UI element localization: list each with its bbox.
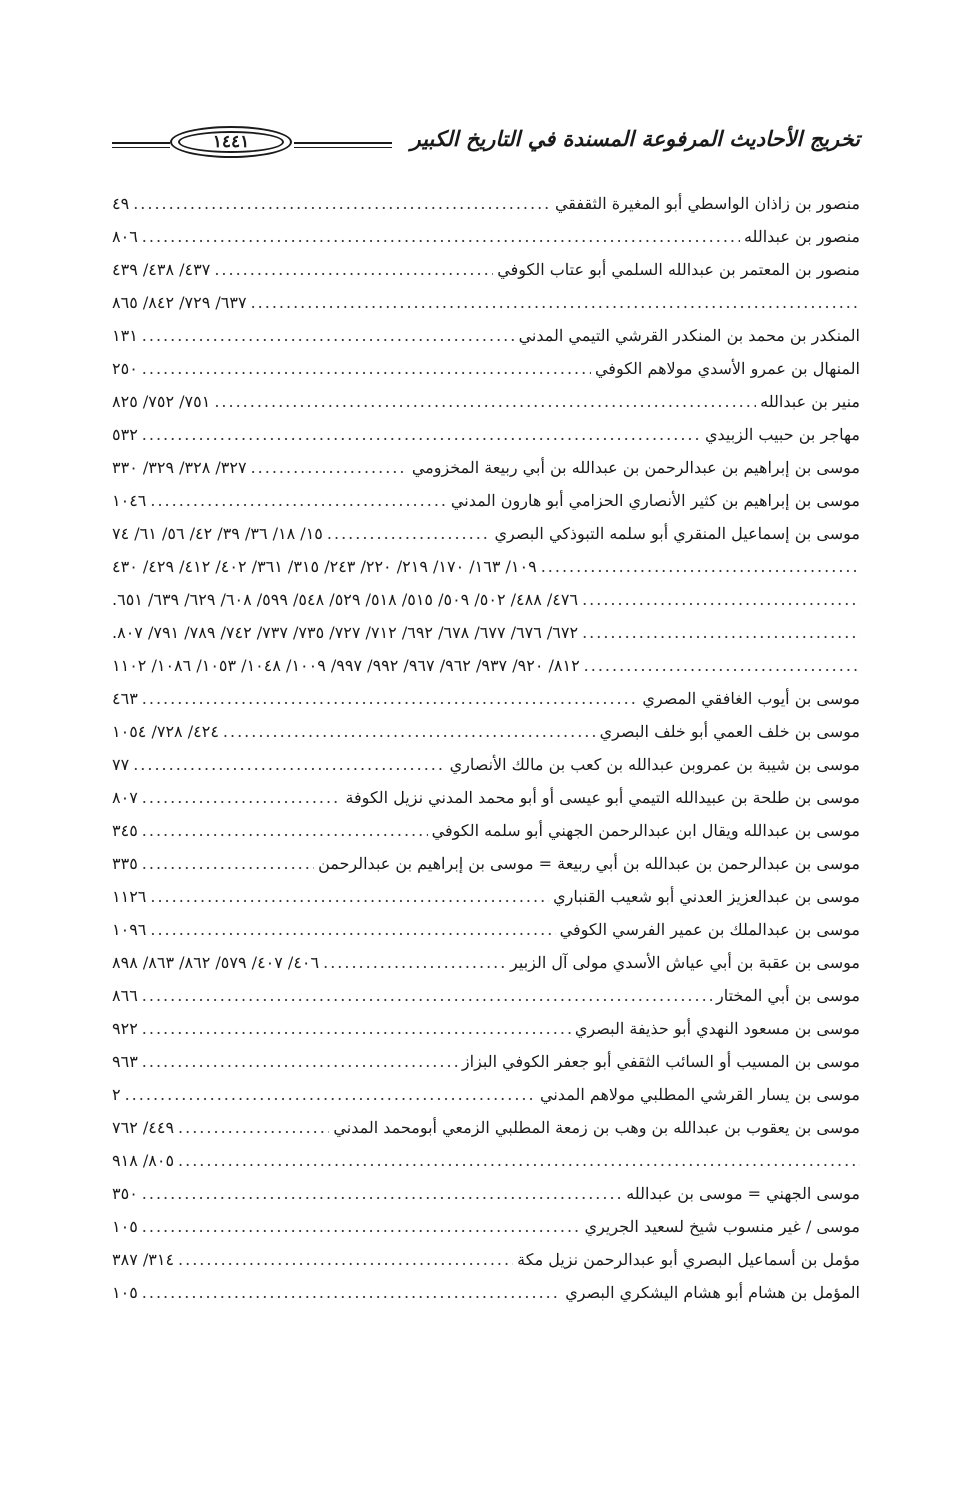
entry-refs: ٤٣٧/ ٤٣٨/ ٤٣٩ <box>112 260 211 279</box>
dot-leader <box>142 682 639 715</box>
entry-refs: ٢٥٠ <box>112 359 138 378</box>
entry-refs: ١٠٥ <box>112 1283 138 1302</box>
entry-refs: ٧٧ <box>112 755 130 774</box>
entry-name: موسى بن إبراهيم بن عبدالرحمن بن عبدالله بن أبي ربيعة المخزومي <box>411 458 860 477</box>
index-entry <box>112 1078 860 1111</box>
entry-name: المنكدر بن محمد بن المنكدر القرشي التيمي المدني <box>518 326 860 345</box>
dot-leader <box>150 880 549 913</box>
entry-name: منصور بن المعتمر بن عبدالله السلمي أبو عتاب الكوفي <box>497 260 860 279</box>
dot-leader <box>150 913 555 946</box>
dot-leader <box>214 385 756 418</box>
entry-refs: ٨٠٧ <box>112 788 138 807</box>
entry-refs: ١٠٥ <box>112 1217 138 1236</box>
dot-leader <box>214 253 493 286</box>
dot-leader <box>142 352 591 385</box>
dot-leader <box>142 319 515 352</box>
entry-name: موسى بن إسماعيل المنقري أبو سلمه التبوذكي البصري <box>494 524 860 543</box>
index-entry <box>112 451 860 484</box>
dot-leader <box>125 1078 536 1111</box>
index-entry <box>112 1111 860 1144</box>
entry-name: موسى بن عبدالملك بن عمير الفرسي الكوفي <box>559 920 860 939</box>
entry-refs: ٢ <box>112 1085 121 1104</box>
entry-refs: ٦٧٢/ ٦٧٦/ ٦٧٧/ ٦٧٨/ ٦٩٢/ ٧١٢/ ٧٢٧/ ٧٣٥/ ٧٣٧/ ٧٤٢/ ٧٨٩/ ٧٩١/ ٨٠٧. <box>112 623 579 642</box>
index-entry <box>112 1045 860 1078</box>
entry-name: موسى بن عبدالله ويقال ابن عبدالرحمن الجهني أبو سلمه الكوفي <box>431 821 860 840</box>
entry-refs: ٤٤٩/ ٧٦٢ <box>112 1118 175 1137</box>
index-entry <box>112 517 860 550</box>
index-entry <box>112 1012 860 1045</box>
entry-name: منير بن عبدالله <box>760 392 860 411</box>
index-entry <box>112 979 860 1012</box>
entry-name: موسى بن المسيب أو السائب الثقفي أبو جعفر الكوفي البزاز <box>461 1052 860 1071</box>
entry-name: موسى بن مسعود النهدي أبو حذيفة البصري <box>574 1019 860 1038</box>
index-entry <box>112 814 860 847</box>
entry-refs: ٣٣٥ <box>112 854 138 873</box>
entry-name: موسى بن شيبة بن عمروبن عبدالله بن كعب بن مالك الأنصاري <box>449 755 860 774</box>
entry-refs: ٤٦٣ <box>112 689 138 708</box>
entry-name: منصور بن زاذان الواسطي أبو المغيرة الثقفقي <box>554 194 860 213</box>
header-rule-left <box>112 142 170 144</box>
entry-refs: ١٥/ ١٨/ ٣٦/ ٣٩/ ٤٢/ ٥٦/ ٦١/ ٧٤ <box>112 524 323 543</box>
entry-name: المؤمل بن هشام أبو هشام اليشكري البصري <box>565 1283 860 1302</box>
entry-refs: ٤٠٦/ ٤٠٧/ ٥٧٩/ ٨٦٢/ ٨٦٣/ ٨٩٨ <box>112 953 320 972</box>
dot-leader <box>251 286 860 319</box>
entry-refs: ٨٦٦ <box>112 986 138 1005</box>
header-rule-right-thin <box>294 147 392 148</box>
entry-refs: ١٠٤٦ <box>112 491 147 510</box>
entry-name: موسى الجهني = موسى بن عبدالله <box>626 1184 860 1203</box>
index-entry <box>112 319 860 352</box>
entry-refs: ٤٧٦/ ٤٨٨/ ٥٠٢/ ٥٠٩/ ٥١٥/ ٥١٨/ ٥٢٩/ ٥٤٨/ ٥٩٩/ ٦٠٨/ ٦٢٩/ ٦٣٩/ ٦٥١. <box>112 590 579 609</box>
dot-leader <box>327 517 491 550</box>
dot-leader <box>142 1045 458 1078</box>
dot-leader <box>142 847 314 880</box>
index-entry <box>112 352 860 385</box>
entry-name: منصور بن عبدالله <box>743 227 860 246</box>
entry-refs: ٥٣٢ <box>112 425 138 444</box>
entry-refs: ٤٢٤/ ٧٢٨/ ١٠٥٤ <box>112 722 219 741</box>
entry-refs: ٩٢٢ <box>112 1019 138 1038</box>
dot-leader <box>142 220 740 253</box>
dot-leader <box>133 187 551 220</box>
index-entry-continuation <box>112 583 860 616</box>
entry-refs: ٦٣٧/ ٧٢٩/ ٨٤٢/ ٨٦٥ <box>112 293 247 312</box>
entry-name: موسى بن عقبة بن أبي عياش الأسدي مولى آل الزبير <box>510 953 860 972</box>
index-entry-continuation <box>112 1144 860 1177</box>
entry-refs: ١٠٩٦ <box>112 920 147 939</box>
dot-leader <box>142 781 342 814</box>
entry-name: موسى بن أبي المختار <box>715 986 860 1005</box>
header-rule-right <box>294 142 392 144</box>
entry-name: مهاجر بن حبيب الزبيدي <box>704 425 860 444</box>
dot-leader <box>142 1012 571 1045</box>
entry-name: موسى بن عبدالرحمن بن عبدالله بن أبي ربيعة = موسى بن إبراهيم بن عبدالرحمن <box>318 854 860 873</box>
dot-leader <box>223 715 596 748</box>
index-entry <box>112 880 860 913</box>
entry-name: موسى بن خلف العمي أبو خلف البصري <box>599 722 860 741</box>
index-entry <box>112 748 860 781</box>
entry-refs: ١١٢٦ <box>112 887 147 906</box>
running-title: تخريج الأحاديث المرفوعة المسندة في التاريخ الكبير <box>410 126 860 151</box>
page-header <box>112 124 860 168</box>
index-entry <box>112 220 860 253</box>
entry-name: المنهال بن عمرو الأسدي مولاهم الكوفي <box>594 359 860 378</box>
dot-leader <box>251 451 408 484</box>
index-entry <box>112 1276 860 1309</box>
index-entry <box>112 913 860 946</box>
dot-leader <box>142 979 712 1012</box>
entry-refs: ٣١٤/ ٣٨٧ <box>112 1250 175 1269</box>
header-rule-left-thin <box>112 147 170 148</box>
index-entry <box>112 418 860 451</box>
entry-name: موسى بن طلحة بن عبيدالله التيمي أبو عيسى أو أبو محمد المدني نزيل الكوفة <box>345 788 860 807</box>
dot-leader <box>178 1243 513 1276</box>
entry-name: موسى / غير منسوب شيخ لسعيد الجريري <box>584 1217 860 1236</box>
dot-leader <box>133 748 445 781</box>
entry-refs: ٧٥١/ ٧٥٢/ ٨٢٥ <box>112 392 211 411</box>
dot-leader <box>142 1177 622 1210</box>
entry-name: موسى بن عبدالعزيز العدني أبو شعيب القنباري <box>553 887 860 906</box>
entry-name: موسى بن إبراهيم بن كثير الأنصاري الحزامي أبو هارون المدني <box>450 491 860 510</box>
dot-leader <box>142 1276 561 1309</box>
page-number: ١٤٤١ <box>178 131 284 153</box>
dot-leader <box>323 946 506 979</box>
dot-leader <box>142 418 701 451</box>
entry-refs: ١٣١ <box>112 326 138 345</box>
entry-name: موسى بن أيوب الغافقي المصري <box>642 689 860 708</box>
dot-leader <box>178 1144 860 1177</box>
index-entry-continuation <box>112 616 860 649</box>
index-entry <box>112 781 860 814</box>
index-entry <box>112 715 860 748</box>
index-entry-continuation <box>112 649 860 682</box>
entry-refs: ٣٥٠ <box>112 1184 138 1203</box>
index-entry <box>112 946 860 979</box>
entry-name: موسى بن يسار القرشي المطلبي مولاهم المدني <box>540 1085 860 1104</box>
entry-refs: ٣٢٧/ ٣٢٨/ ٣٢٩/ ٣٣٠ <box>112 458 247 477</box>
index-entry-continuation <box>112 550 860 583</box>
entry-refs: ٨١٢/ ٩٢٠/ ٩٣٧/ ٩٦٢/ ٩٦٧/ ٩٩٢/ ٩٩٧/ ١٠٠٩/ ١٠٤٨/ ١٠٥٣/ ١٠٨٦/ ١١٠٢ <box>112 656 580 675</box>
index-entry <box>112 253 860 286</box>
index-entry-continuation <box>112 286 860 319</box>
index-entry <box>112 484 860 517</box>
dot-leader <box>584 649 860 682</box>
dot-leader <box>582 616 860 649</box>
entry-name: مؤمل بن أسماعيل البصري أبو عبدالرحمن نزيل مكة <box>517 1250 860 1269</box>
dot-leader <box>150 484 447 517</box>
index-entry <box>112 187 860 220</box>
entry-name: موسى بن يعقوب بن عبدالله بن وهب بن زمعة المطلبي الزمعي أبومحمد المدني <box>333 1118 860 1137</box>
index-entry <box>112 1177 860 1210</box>
index-entry <box>112 1210 860 1243</box>
dot-leader <box>142 1210 581 1243</box>
dot-leader <box>178 1111 329 1144</box>
page-number-badge <box>170 126 292 158</box>
dot-leader <box>541 550 860 583</box>
entry-refs: ١٠٩/ ١٦٣/ ١٧٠/ ٢١٩/ ٢٢٠/ ٢٤٣/ ٣١٥/ ٣٦١/ ٤٠٢/ ٤١٢/ ٤٢٩/ ٤٣٠ <box>112 557 537 576</box>
entry-refs: ٣٤٥ <box>112 821 138 840</box>
entry-refs: ٨٠٦ <box>112 227 138 246</box>
index-entry <box>112 385 860 418</box>
dot-leader <box>142 814 428 847</box>
index-entry <box>112 847 860 880</box>
index-entries-list <box>112 187 860 1309</box>
index-entry <box>112 1243 860 1276</box>
entry-refs: ٤٩ <box>112 194 130 213</box>
entry-refs: ٩٦٣ <box>112 1052 138 1071</box>
entry-refs: ٨٠٥/ ٩١٨ <box>112 1151 175 1170</box>
index-entry <box>112 682 860 715</box>
dot-leader <box>582 583 860 616</box>
